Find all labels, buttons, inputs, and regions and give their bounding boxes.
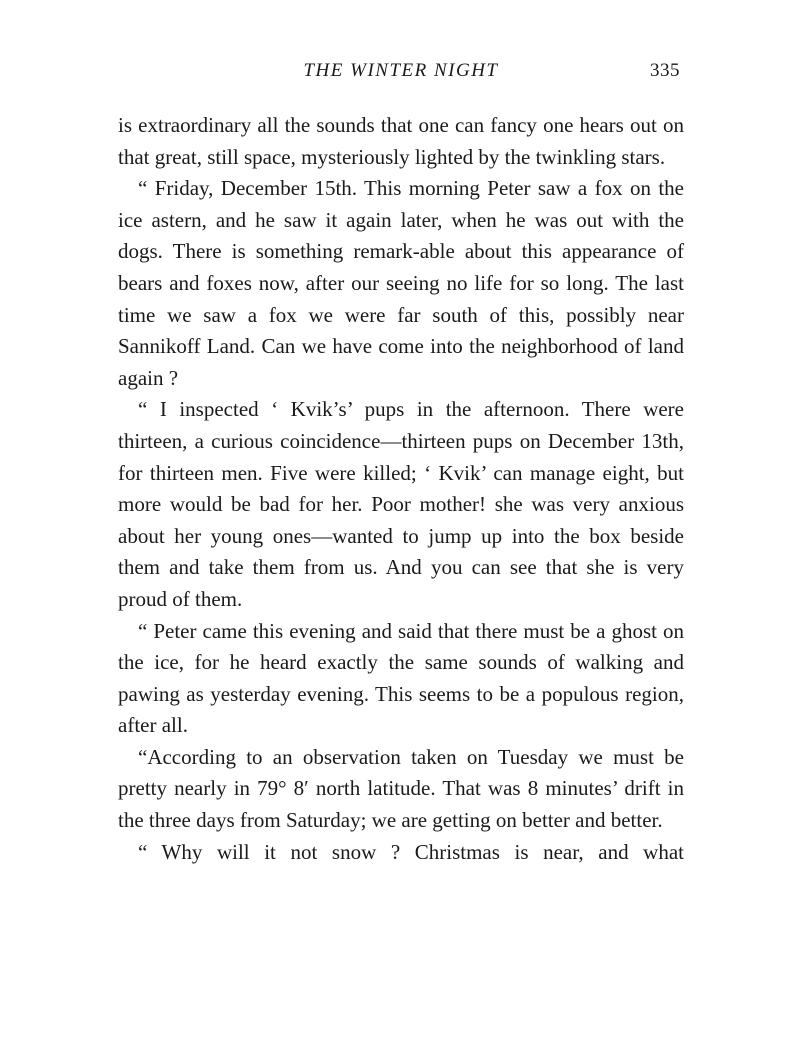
- body-text: [118, 110, 684, 868]
- paragraph-friday-entry: “ Friday, December 15th. This morning Peter saw a fox on the ice astern, and he saw it again later, when he was out with the dogs. There is something remark-able about this appearance of bears and foxes now, after our seeing no life for so long. The last time we saw a fox we were far south of this, possibly near Sannikoff Land. Can we have come into the neighborhood of land again ?: [118, 176, 684, 390]
- paragraph-christmas: “ Why will it not snow ? Christmas is near, and what: [138, 839, 684, 864]
- running-title: THE WINTER NIGHT: [303, 60, 499, 81]
- page-number: 335: [650, 60, 680, 81]
- running-head: [118, 60, 684, 90]
- paragraph-observation: “According to an observation taken on Tuesday we must be pretty nearly in 79° 8′ north latitude. That was 8 minutes’ drift in the three days from Saturday; we are getting on better and better.: [118, 744, 684, 833]
- paragraph-ghost-on-ice: “ Peter came this evening and said that there must be a ghost on the ice, for he heard exactly the same sounds of walking and pawing as yesterday evening. This seems to be a populous region, after all.: [118, 618, 684, 738]
- paragraph-kvik-pups: “ I inspected ‘ Kvik’s’ pups in the afternoon. There were thirteen, a curious coincidence—thirteen pups on December 13th, for thirteen men. Five were killed; ‘ Kvik’ can manage eight, but more would be bad for her. Poor mother! she was very anxious about her young ones—wanted to jump up into the box beside them and take them from us. And you can see that she is very proud of them.: [118, 397, 684, 611]
- paragraph-continuation: is extraordinary all the sounds that one can fancy one hears out on that great, still space, mysteriously lighted by the twinkling stars.: [118, 113, 684, 169]
